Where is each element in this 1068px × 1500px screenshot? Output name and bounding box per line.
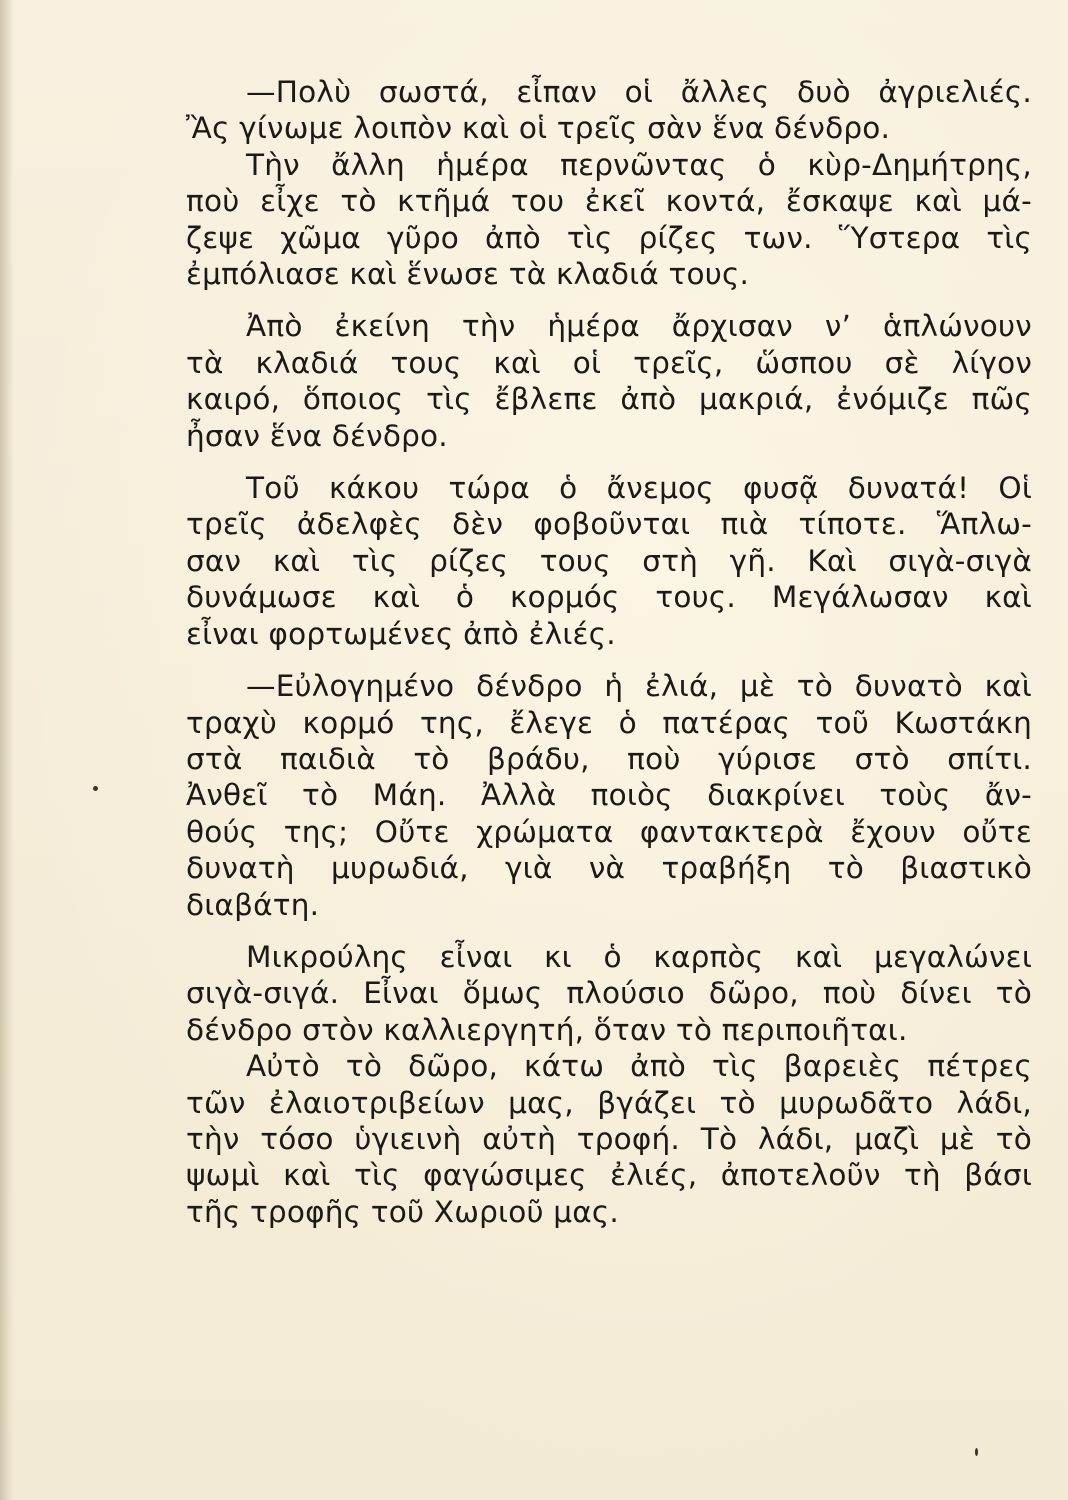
text-line: σιγὰ-σιγά. Εἶναι ὅμως πλούσιο δῶρο, ποὺ δίνει τὸ	[186, 976, 1032, 1011]
text-line: εἶναι φορτωμένες ἀπὸ ἐλιές.	[186, 616, 616, 651]
text-line: διαβάτη.	[186, 887, 320, 922]
paper-speck	[93, 786, 98, 791]
text-line: —Πολὺ σωστά, εἶπαν οἱ ἄλλες δυὸ ἀγριελιές.	[246, 75, 1032, 109]
text-line: δυνάμωσε καὶ ὁ κορμός τους. Μεγάλωσαν καὶ	[186, 580, 1032, 615]
text-line: τῶν ἐλαιοτριβείων μας, βγάζει τὸ μυρωδᾶτο λάδι,	[186, 1085, 1032, 1120]
text-line: ἐμπόλιασε καὶ ἕνωσε τὰ κλαδιά τους.	[186, 257, 750, 292]
text-line: ζεψε χῶμα γῦρο ἀπὸ τὶς ρίζες των. Ὕστερα τὶς	[186, 220, 1032, 255]
text-line: Τοῦ κάκου τώρα ὁ ἄνεμος φυσᾷ δυνατά! Οἱ	[246, 471, 1032, 506]
paragraph-3	[186, 308, 1032, 454]
text-line: ψωμὶ καὶ τὶς φαγώσιμες ἐλιές, ἀποτελοῦν τὴ βάσι	[186, 1158, 1032, 1193]
text-line: τῆς τροφῆς τοῦ Χωριοῦ μας.	[186, 1194, 620, 1229]
text-line: Ἀπὸ ἐκείνη τὴν ἡμέρα ἄρχισαν ν’ ἁπλώνουν	[246, 309, 1032, 344]
text-line: Τὴν ἄλλη ἡμέρα περνῶντας ὁ κὺρ-Δημήτρης,	[246, 147, 1032, 182]
paper-speck	[975, 1448, 978, 1456]
paragraph-6	[186, 939, 1032, 1048]
text-line: τραχὺ κορμό της, ἔλεγε ὁ πατέρας τοῦ Κωστάκη	[186, 705, 1032, 740]
text-line: τὰ κλαδιά τους καὶ οἱ τρεῖς, ὥσπου σὲ λίγον	[186, 345, 1032, 380]
paragraph-2	[186, 147, 1032, 293]
page-edge-shadow	[0, 0, 14, 1500]
text-line: στὰ παιδιὰ τὸ βράδυ, ποὺ γύρισε στὸ σπίτι.	[186, 741, 1032, 776]
text-line: ἦσαν ἕνα δένδρο.	[186, 418, 448, 453]
text-line: καιρό, ὅποιος τὶς ἔβλεπε ἀπὸ μακριά, ἐνόμιζε πῶς	[186, 382, 1032, 417]
text-line: Μικρούλης εἶναι κι ὁ καρπὸς καὶ μεγαλώνει	[246, 939, 1032, 974]
text-line: ποὺ εἶχε τὸ κτῆμά του ἐκεῖ κοντά, ἔσκαψε καὶ μά-	[186, 184, 1032, 219]
paragraph-7	[186, 1048, 1032, 1230]
paragraph-1	[186, 74, 1032, 147]
text-line: Ἂς γίνωμε λοιπὸν καὶ οἱ τρεῖς σὰν ἕνα δένδρο.	[186, 111, 891, 146]
text-line: θούς της; Οὔτε χρώματα φαντακτερὰ ἔχουν οὔτε	[186, 814, 1032, 849]
text-line: —Εὐλογημένο δένδρο ἡ ἐλιά, μὲ τὸ δυνατὸ καὶ	[246, 669, 1032, 704]
text-line: τὴν τόσο ὑγιεινὴ αὐτὴ τροφή. Τὸ λάδι, μαζὶ μὲ τὸ	[186, 1121, 1032, 1156]
text-line: Αὐτὸ τὸ δῶρο, κάτω ἀπὸ τὶς βαρειὲς πέτρες	[246, 1049, 1032, 1084]
paragraph-4	[186, 470, 1032, 652]
body-text	[186, 74, 1032, 1230]
text-line: τρεῖς ἀδελφὲς δὲν φοβοῦνται πιὰ τίποτε. Ἅπλω-	[186, 507, 1032, 542]
text-line: δυνατὴ μυρωδιά, γιὰ νὰ τραβήξη τὸ βιαστικὸ	[186, 851, 1032, 886]
text-line: σαν καὶ τὶς ρίζες τους στὴ γῆ. Καὶ σιγὰ-σιγὰ	[186, 543, 1032, 578]
paragraph-5	[186, 668, 1032, 923]
text-line: Ἀνθεῖ τὸ Μάη. Ἀλλὰ ποιὸς διακρίνει τοὺς ἄν-	[186, 778, 1032, 813]
text-line: δένδρο στὸν καλλιεργητή, ὅταν τὸ περιποιῆται.	[186, 1012, 908, 1047]
